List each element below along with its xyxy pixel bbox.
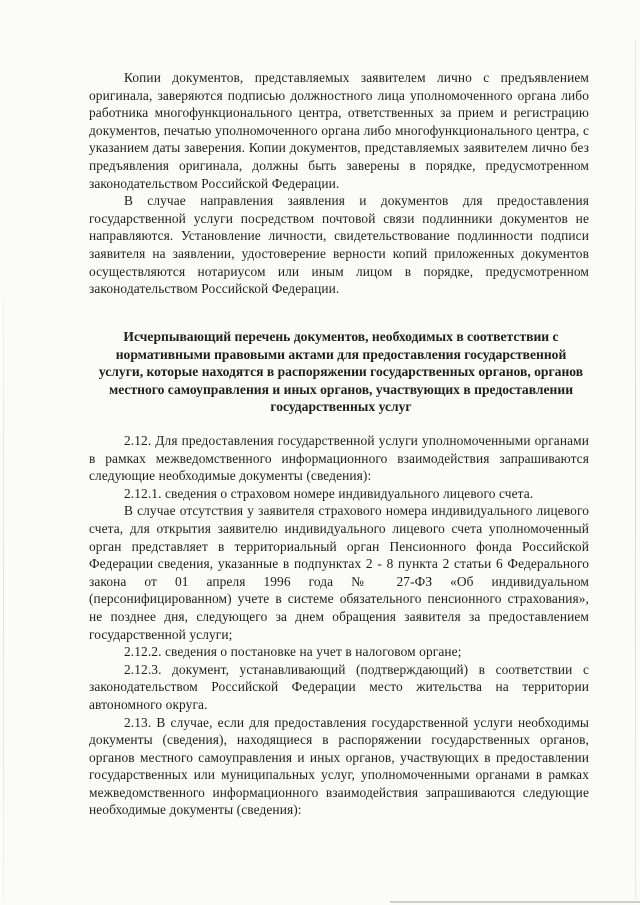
section-heading: Исчерпывающий перечень документов, необходимых в соответствии с нормативными правовыми актами для предоставления государственной услуги, которые находятся в распоряжении государственных органов, органов местного самоуправления и иных органов, участвующих в предоставлении государственных услуг (98, 329, 584, 415)
paragraph-2-12: 2.12. Для предоставления государственной услуги уполномоченными органами в рамках межведомственного информационного взаимодействия запрашиваются следующие необходимые документы (сведения): (89, 433, 589, 484)
scan-edge-left (3, 300, 4, 900)
scan-edge-right (635, 40, 636, 900)
paragraph-snils-absence: В случае отсутствия у заявителя страхового номера индивидуального лицевого счета, для открытия заявителю индивидуального лицевого счета уполномоченный орган представляет в территориальный орган Пенсионного фонда Российской Федерации сведения, указанные в подпунктах 2 - 8 пункта 2 статьи 6 Федерального закона от 01 апреля 1996 года № 27-ФЗ «Об индивидуальном (персонифицированном) учете в системе обязательного пенсионного страхования», не позднее дня, следующего за днем обращения заявителя за предоставлением государственной услуги; (89, 503, 589, 642)
paragraph-2-12-1: 2.12.1. сведения о страховом номере индивидуального лицевого счета. (124, 485, 534, 501)
paragraph-document-copies: Копии документов, представляемых заявителем лично с предъявлением оригинала, заверяются подписью должностного лица уполномоченного органа либо работника многофункционального центра, ответственных за прием и регистрацию документов, печатью уполномоченного органа либо многофункционального центра, с указанием даты заверения. Копии документов, представляемых заявителем лично без предъявления оригинала, должны быть заверены в порядке, предусмотренном законодательством Российской Федерации. (89, 70, 589, 191)
scan-edge-bottom (390, 901, 640, 903)
paragraph-2-12-2: 2.12.2. сведения о постановке на учет в налоговом органе; (124, 644, 462, 660)
paragraph-postal-submission: В случае направления заявления и документов для предоставления государственной услуги посредством почтовой связи подлинники документов не направляются. Установление личности, свидетельствование подлинности подписи заявителя на заявлении, удостоверение верности копий приложенных документов осуществляются нотариусом или иным лицом в порядке, предусмотренном законодательством Российской Федерации. (89, 193, 589, 297)
paragraph-2-12-3: 2.12.3. документ, устанавливающий (подтверждающий) в соответствии с законодательством Российской Федерации место жительства на территории автономного округа. (89, 661, 589, 712)
text-block-bottom (89, 432, 589, 819)
text-block-top (89, 69, 589, 298)
paragraph-2-13: 2.13. В случае, если для предоставления государственной услуги необходимы документы (сведения), находящиеся в распоряжении государственных органов, органов местного самоуправления и иных органов, участвующих в предоставлении государственных или муниципальных услуг, уполномоченными органами в рамках межведомственного информационного взаимодействия запрашиваются следующие необходимые документы (сведения): (89, 714, 589, 818)
